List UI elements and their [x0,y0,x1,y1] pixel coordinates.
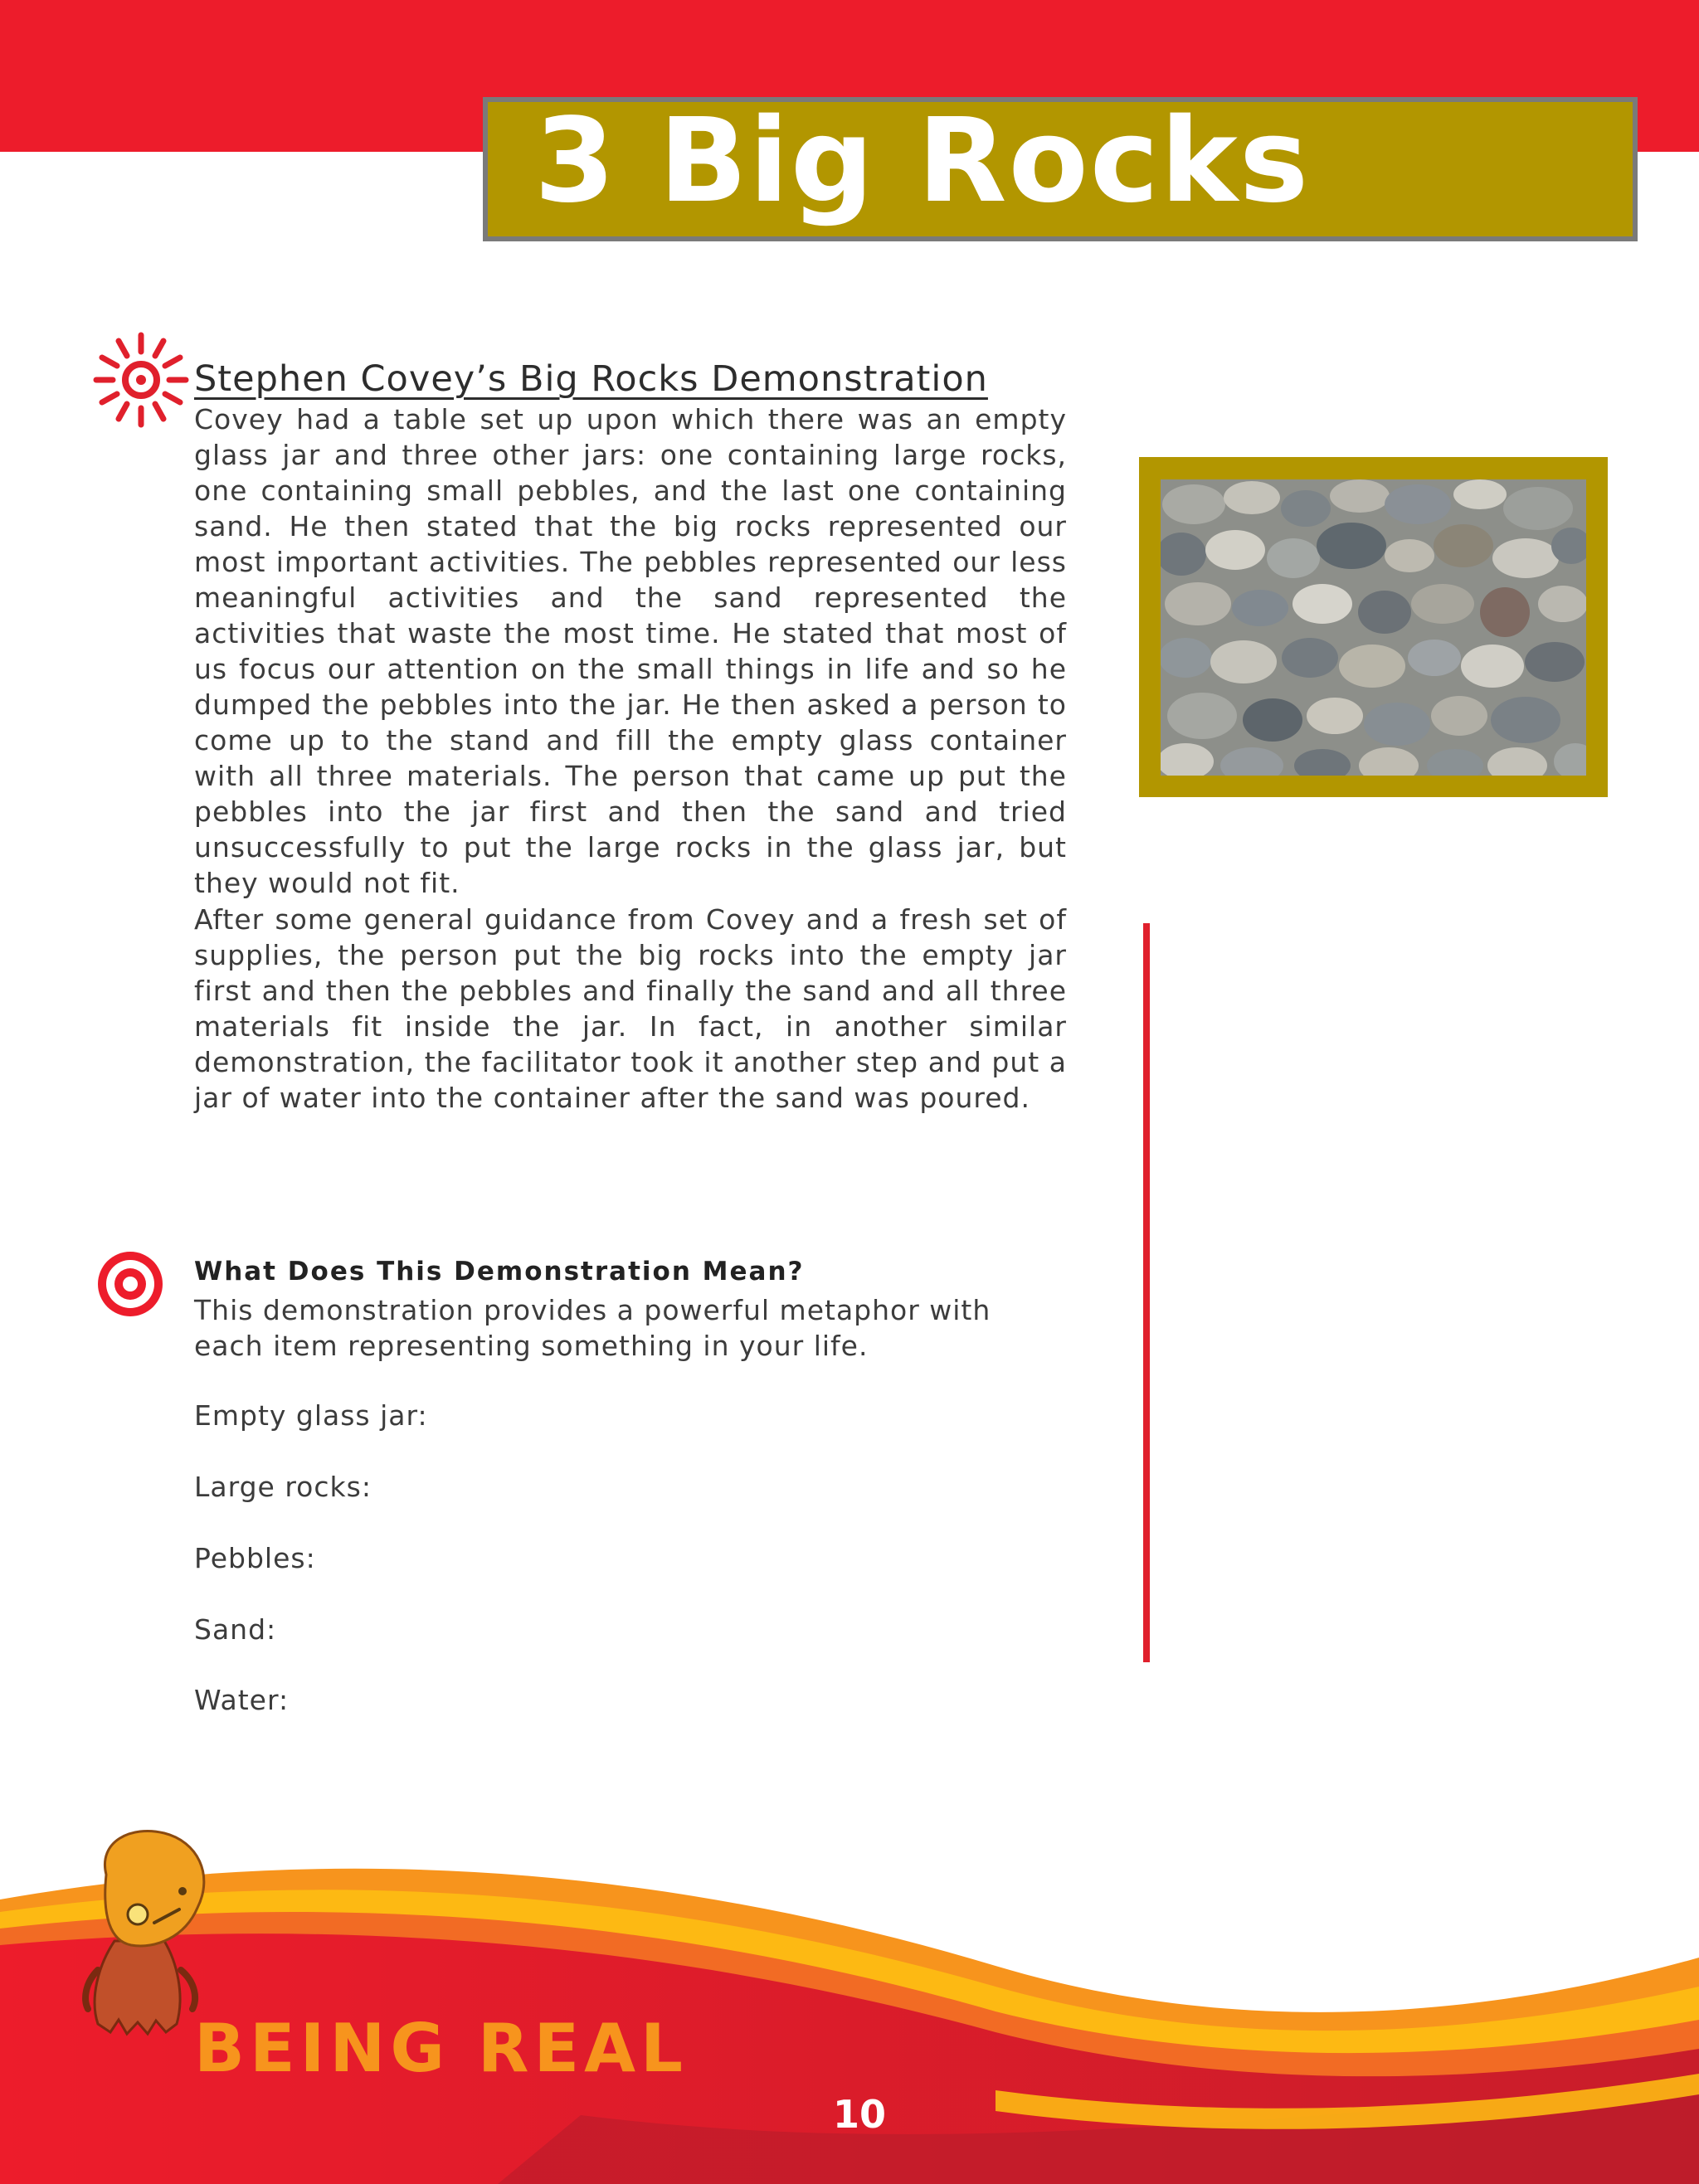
blank-large-rocks: Large rocks: [194,1471,372,1503]
question-heading: What Does This Demonstration Mean? [194,1257,805,1287]
target-icon [95,1248,166,1320]
photo-frame [1139,457,1608,797]
section-heading: Stephen Covey’s Big Rocks Demonstration [194,358,988,400]
blank-pebbles: Pebbles: [194,1542,316,1574]
mascot-character [73,1825,214,2041]
blank-sand: Sand: [194,1613,277,1646]
blank-empty-glass-jar: Empty glass jar: [194,1399,428,1432]
title-box [483,94,1638,241]
body-paragraph: After some general guidance from Covey and a fresh set of supplies, the person put the big rocks into the empty jar first and then the pebbles and finally the sand and all three materials fit inside the jar. In fact, in another similar demonstration, the facilitator took it another step and put a jar of water into the container after the sand was poured. [194,903,1067,1114]
body-paragraph: Covey had a table set up upon which there was an empty glass jar and three other jars: one containing large rocks, one containing small pebbles, and the last one containing sand. He then stated that the big rocks represented our most important activities. The pebbles represented our less meaningful activities and the sand represented the activities that waste the most time. He stated that most of us focus our attention on the small things in life and so he dumped the pebbles into the jar. He then asked a person to come up to the stand and fill the empty glass container with all three materials. The person that came up put the pebbles into the jar first and then the sand and tried unsuccessfully to put the large rocks in the glass jar, but they would not fit. [194,403,1067,899]
sunburst-icon [93,332,189,428]
rocks-photo [1161,479,1586,776]
blank-water: Water: [194,1684,290,1716]
page-number: 10 [833,2092,887,2137]
question-intro: This demonstration provides a powerful metaphor with each item representing something in your life. [194,1294,991,1362]
vertical-divider [1143,923,1150,1662]
page-title: 3 Big Rocks [534,94,1311,229]
brand-name: BEING REAL [194,2010,688,2087]
